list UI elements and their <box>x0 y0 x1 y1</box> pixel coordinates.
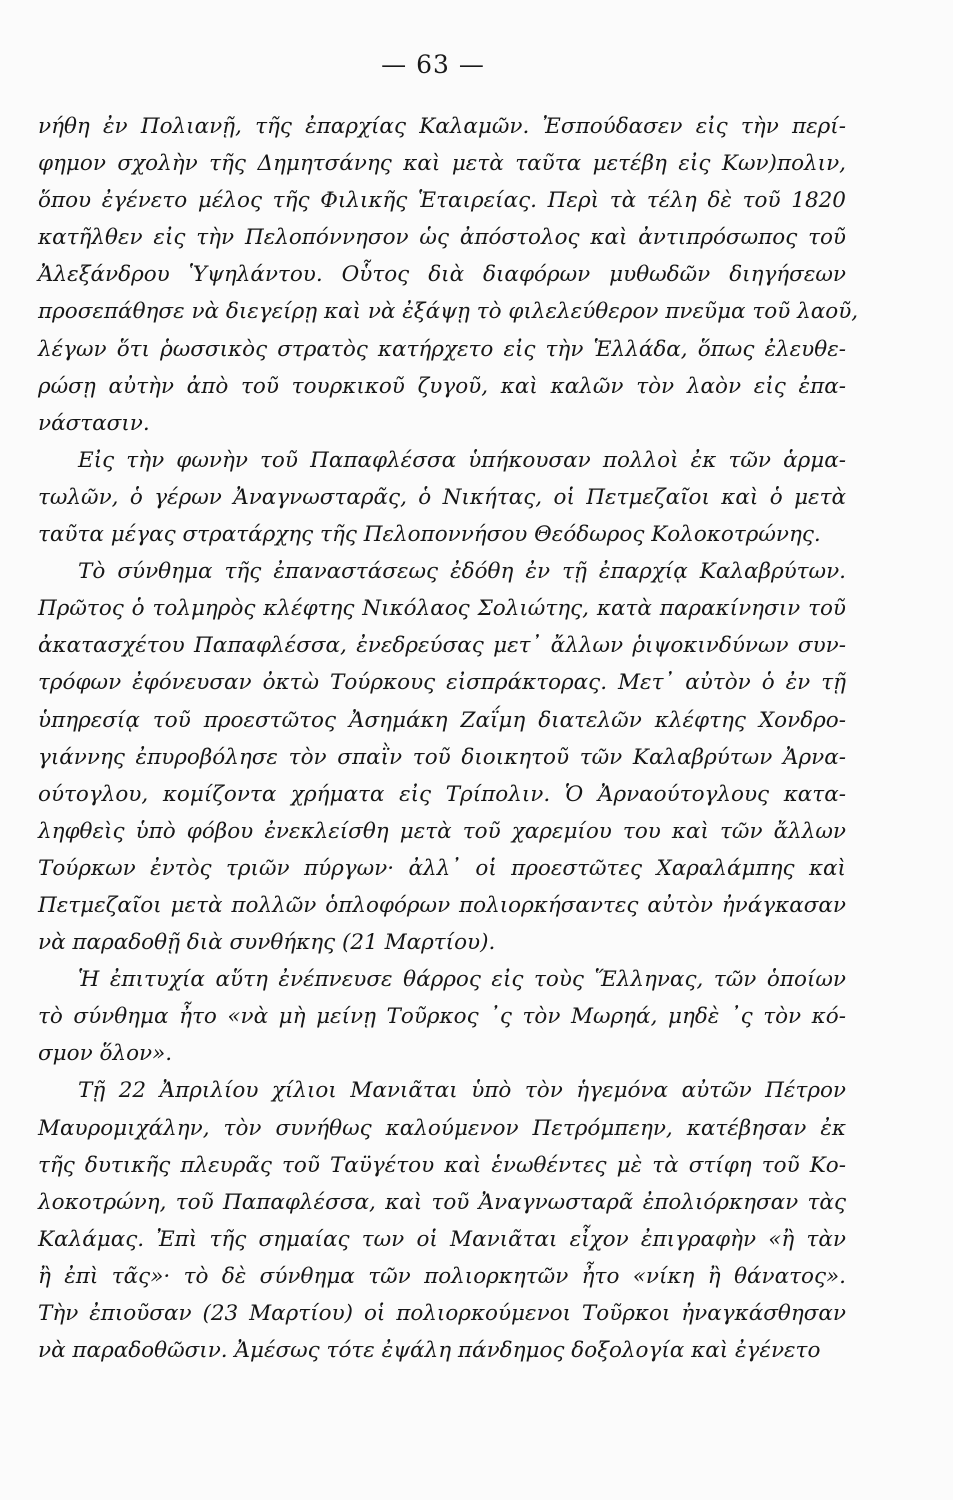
text-line: νάστασιν. <box>38 410 150 436</box>
text-line: ληφθεὶς ὑπὸ φόβου ἐνεκλείσθη μετὰ τοῦ χαρεμίου του καὶ τῶν ἄλλων <box>38 818 846 844</box>
text-line: ὅπου ἐγένετο μέλος τῆς Φιλικῆς Ἑταιρείας. Περὶ τὰ τέλη δὲ τοῦ 1820 <box>38 188 846 214</box>
text-line: τῆς δυτικῆς πλευρᾶς τοῦ Ταϋγέτου καὶ ἑνωθέντες μὲ τὰ στίφη τοῦ Κο- <box>38 1152 846 1178</box>
paragraph <box>38 961 846 1072</box>
paragraph <box>38 442 846 553</box>
text-line: Ἡ ἐπιτυχία αὕτη ἐνέπνευσε θάρρος εἰς τοὺς Ἕλληνας, τῶν ὁποίων <box>78 967 846 993</box>
text-line: Καλάμας. Ἐπὶ τῆς σημαίας των οἱ Μανιᾶται εἶχον ἐπιγραφὴν «ἢ τὰν <box>38 1226 846 1252</box>
text-line: ρώσῃ αὐτὴν ἀπὸ τοῦ τουρκικοῦ ζυγοῦ, καὶ καλῶν τὸν λαὸν εἰς ἐπα- <box>38 373 846 399</box>
text-line: σμον ὅλον». <box>38 1041 173 1067</box>
text-line: προσεπάθησε νὰ διεγείρῃ καὶ νὰ ἐξάψῃ τὸ φιλελεύθερον πνεῦμα τοῦ λαοῦ, <box>38 299 859 325</box>
text-line: Ἀλεξάνδρου Ὑψηλάντου. Οὗτος διὰ διαφόρων μυθωδῶν διηγήσεων <box>38 262 846 288</box>
text-line: λοκοτρώνη, τοῦ Παπαφλέσσα, καὶ τοῦ Ἀναγνωσταρᾶ ἐπολιόρκησαν τὰς <box>38 1189 846 1215</box>
text-line: τωλῶν, ὁ γέρων Ἀναγνωσταρᾶς, ὁ Νικήτας, οἱ Πετμεζαῖοι καὶ ὁ μετὰ <box>38 484 846 510</box>
text-line: κατῆλθεν εἰς τὴν Πελοπόννησον ὡς ἀπόστολος καὶ ἀντιπρόσωπος τοῦ <box>38 225 846 251</box>
text-line: Μαυρομιχάλην, τὸν συνήθως καλούμενον Πετρόμπεην, κατέβησαν ἐκ <box>38 1115 846 1141</box>
text-line: ἀκατασχέτου Παπαφλέσσα, ἐνεδρεύσας μετ᾽ ἄλλων ῥιψοκινδύνων συν- <box>38 633 846 659</box>
body-text <box>38 108 859 1369</box>
page-number: — 63 — <box>381 50 485 79</box>
text-line: Εἰς τὴν φωνὴν τοῦ Παπαφλέσσα ὑπήκουσαν πολλοὶ ἐκ τῶν ἁρμα- <box>78 447 846 473</box>
text-line: νὰ παραδοθῶσιν. Ἀμέσως τότε ἐψάλη πάνδημος δοξολογία καὶ ἐγένετο <box>38 1338 821 1364</box>
text-line: τρόφων ἐφόνευσαν ὀκτὼ Τούρκους εἰσπράκτορας. Μετ᾽ αὐτὸν ὁ ἐν τῇ <box>38 670 846 696</box>
text-line: νὰ παραδοθῇ διὰ συνθήκης (21 Μαρτίου). <box>38 930 496 956</box>
text-line: φημον σχολὴν τῆς Δημητσάνης καὶ μετὰ ταῦτα μετέβη εἰς Κων)πολιν, <box>38 151 846 177</box>
paragraph <box>38 1072 846 1369</box>
text-line: Πρῶτος ὁ τολμηρὸς κλέφτης Νικόλαος Σολιώτης, κατὰ παρακίνησιν τοῦ <box>38 596 846 622</box>
text-line: Τὴν ἐπιοῦσαν (23 Μαρτίου) οἱ πολιορκούμενοι Τοῦρκοι ἠναγκάσθησαν <box>38 1301 846 1326</box>
text-line: Πετμεζαῖοι μετὰ πολλῶν ὁπλοφόρων πολιορκήσαντες αὐτὸν ἠνάγκασαν <box>38 892 846 918</box>
text-line: τὸ σύνθημα ἦτο «νὰ μὴ μείνῃ Τοῦρκος ᾽ς τὸν Μωρηά, μηδὲ ᾽ς τὸν κό- <box>38 1004 846 1030</box>
text-line: λέγων ὅτι ῥωσσικὸς στρατὸς κατήρχετο εἰς τὴν Ἑλλάδα, ὅπως ἐλευθε- <box>38 336 846 362</box>
paragraph <box>38 553 846 961</box>
text-line: γιάννης ἐπυροβόλησε τὸν σπαῒν τοῦ διοικητοῦ τῶν Καλαβρύτων Ἀρνα- <box>38 744 846 770</box>
text-line: ταῦτα μέγας στρατάρχης τῆς Πελοποννήσου Θεόδωρος Κολοκοτρώνης. <box>38 522 821 548</box>
text-line: Τῇ 22 Ἀπριλίου χίλιοι Μανιᾶται ὑπὸ τὸν ἡγεμόνα αὐτῶν Πέτρον <box>78 1078 846 1104</box>
text-line: ἢ ἐπὶ τᾶς»· τὸ δὲ σύνθημα τῶν πολιορκητῶν ἦτο «νίκη ἢ θάνατος». <box>38 1263 846 1289</box>
text-line: Τούρκων ἐντὸς τριῶν πύργων· ἀλλ᾽ οἱ προεστῶτες Χαραλάμπης καὶ <box>38 855 846 881</box>
text-line: νήθη ἐν Πολιανῇ, τῆς ἐπαρχίας Καλαμῶν. Ἐσπούδασεν εἰς τὴν περί- <box>38 114 846 139</box>
text-line: ὑπηρεσίᾳ τοῦ προεστῶτος Ἀσημάκη Ζαΐμη διατελῶν κλέφτης Χονδρο- <box>38 707 846 733</box>
text-line: ούτογλου, κομίζοντα χρήματα εἰς Τρίπολιν. Ὁ Ἀρναούτογλους κατα- <box>38 781 846 807</box>
text-line: Τὸ σύνθημα τῆς ἐπαναστάσεως ἐδόθη ἐν τῇ ἐπαρχίᾳ Καλαβρύτων. <box>78 559 846 585</box>
paragraph <box>38 108 859 442</box>
